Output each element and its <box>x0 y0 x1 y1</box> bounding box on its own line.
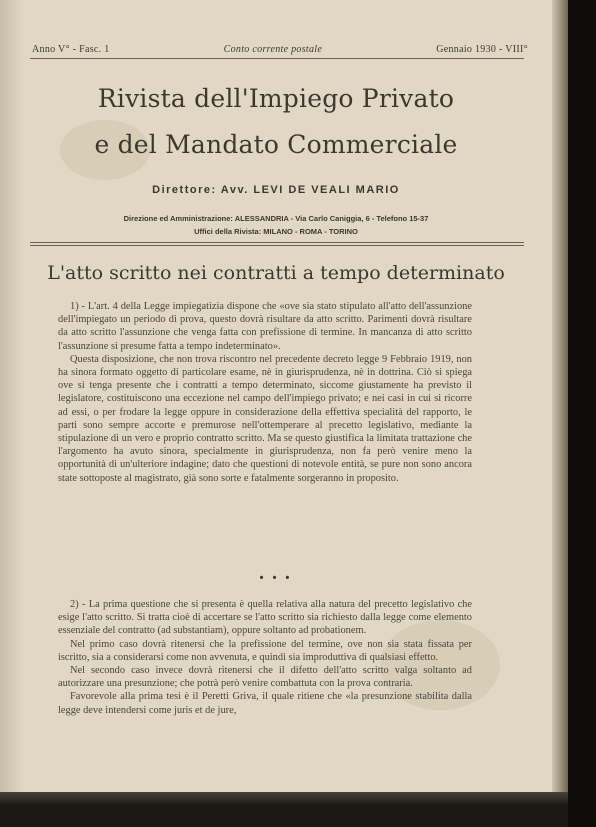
book-spine <box>552 0 568 792</box>
page-bottom-edge <box>0 792 568 827</box>
postal-note: Conto corrente postale <box>223 44 323 55</box>
paragraph: Nel primo caso dovrà ritenersi che la prefissione del termine, ove non sia stata fissata per iscritto, sia a considerarsi come non avvenuta, e quindi sia improduttiva di qualsiasi effetto. <box>58 638 472 663</box>
article-title: L'atto scritto nei contratti a tempo determinato <box>47 262 505 284</box>
section-separator: • • • <box>259 572 293 584</box>
paragraph: 2) - La prima questione che si presenta è quella relativa alla natura del precetto legislativo che esige l'atto scritto. Si tratta cioè di accertare se l'atto scritto sia richiesto dalla legge come elemento essenziale del contratto (ad substantiam), oppure soltanto ad probationem. <box>58 599 472 637</box>
header-rule <box>30 58 524 59</box>
paragraph: Questa disposizione, che non trova riscontro nel precedente decreto legge 9 Febbraio 1919, non ha sinora formato oggetto di particolare esame, nè in giurisprudenza, nè in dottrina. Ciò si spiega ove si tenga presente che i contratti a tempo determinato, siccome giustamente ha previsto il legislatore, costituiscono una eccezione nel campo dell'impiego privato; e nei casi in cui si ricorre ad essi, o per frodare la legge oppure in considerazione della effettiva specialità del rapporto, le parti sono sempre accorte e premurose nell'ottemperare al precetto legislativo, mediante la stipulazione di un vero e proprio contratto scritto. Ma se questo giustifica la limitata trattazione che l'argomento ha avuto sinora, specialmente in giurisprudenza, non fa però venire meno la opportunità di un'ulteriore indagine; dato che questioni di notevole entità, se pure non sono ancora state sottoposte al magistrato, già sono sorte e fatalmente sorgeranno in proposito. <box>58 353 472 484</box>
masthead-title-line2: e del Mandato Commerciale <box>94 130 458 159</box>
masthead-rule <box>30 242 524 243</box>
background-edge <box>568 0 596 827</box>
issue-header <box>32 44 528 55</box>
director-line: Direttore: Avv. LEVI DE VEALI MARIO <box>152 184 400 196</box>
paragraph: 1) - L'art. 4 della Legge impiegatizia dispone che «ove sia stato stipulato all'atto dell'assunzione dell'impiegato un periodo di prova, questo dovrà risultare da atto scritto. Parimenti dovrà risultare da atto scritto l'assunzione che venga fatta con prefissione di termine. In mancanza di atto scritto l'assunzione si presume fatta a tempo indeterminato». <box>58 301 472 352</box>
offices-line: Uffici della Rivista: MILANO - ROMA - TORINO <box>194 227 358 236</box>
masthead-title-line1: Rivista dell'Impiego Privato <box>97 84 455 113</box>
paragraph: Nel secondo caso invece dovrà ritenersi che il difetto dell'atto scritto valga soltanto ad autorizzare una presunzione; che potrà però venire combattuta con la prova contraria. <box>58 665 472 690</box>
issue-number: Anno V° - Fasc. 1 <box>32 44 110 55</box>
issue-date: Gennaio 1930 - VIII° <box>436 44 528 55</box>
article-section-1 <box>58 300 472 485</box>
masthead-rule <box>30 245 524 246</box>
paragraph: Favorevole alla prima tesi è il Peretti Griva, il quale ritiene che «la presunzione stabilita dalla legge deve intendersi come juris et de jure, <box>58 691 472 716</box>
article-section-2 <box>58 598 472 717</box>
admin-address: Direzione ed Amministrazione: ALESSANDRIA - Via Carlo Caniggia, 6 - Telefono 15-37 <box>123 214 429 223</box>
